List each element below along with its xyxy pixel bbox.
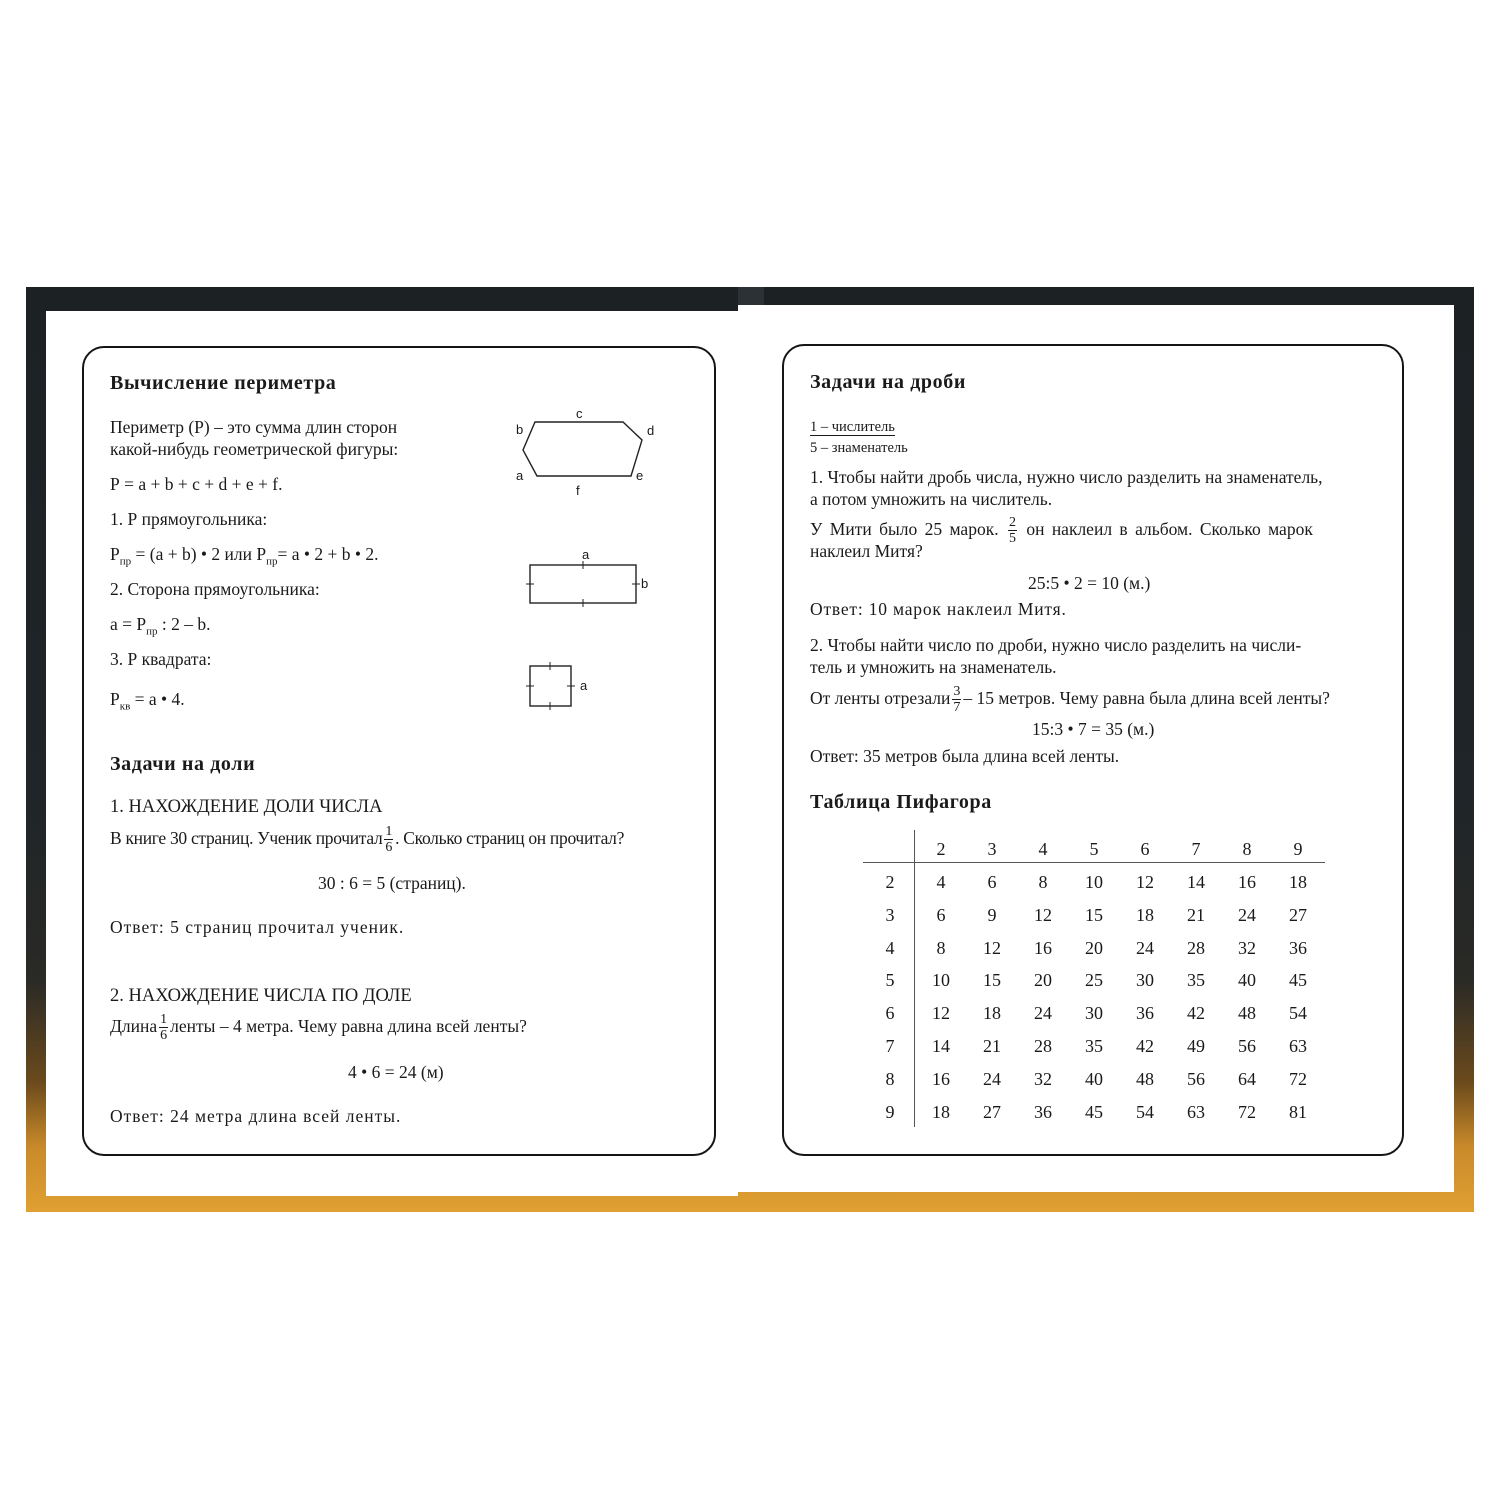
table-cell: 18 (1136, 904, 1154, 925)
table-cell: 24 (983, 1068, 1001, 1089)
fraction-one-sixth: $\frac{1}{6}$ (385, 824, 393, 856)
table-cell: 6 (936, 904, 946, 925)
table-cell: 12 (1034, 904, 1052, 925)
rectangle-perimeter-formula: $Р_{пр} = (а + b)$ • 2 или $Р_{пр}= а$ • 2 + b • 2. (110, 544, 379, 568)
table-cell: 63 (1187, 1101, 1205, 1122)
rule2-calc: 15:3 • 7 = 35 (м.) (1032, 719, 1155, 739)
table-cell: 32 (1034, 1068, 1052, 1089)
table-cell: 56 (1187, 1068, 1205, 1089)
table-cell: 15 (1085, 904, 1103, 925)
rule2-answer: Ответ: 35 метров была длина всей ленты. (810, 746, 1120, 766)
hexagon-label-b: b (516, 422, 524, 437)
table-cell: 54 (1289, 1003, 1307, 1024)
table-cell: 21 (1187, 904, 1205, 925)
hexagon-label-c: c (576, 406, 583, 421)
table-cell: 28 (1187, 937, 1205, 958)
table-cell: 16 (1238, 872, 1256, 892)
table-cell: 25 (1085, 970, 1103, 991)
square-perimeter-formula: $Р_{кв} = а$ • 4. (110, 689, 185, 713)
numerator-note: 1 – числитель (810, 419, 895, 435)
table-cell: 20 (1034, 970, 1052, 991)
table-cell: 14 (1187, 872, 1205, 892)
table-row-header-cell: 5 (885, 970, 895, 991)
rule2-line1: 2. Чтобы найти число по дроби, нужно число разделить на числи- (810, 635, 1302, 655)
table-cell: 16 (1034, 937, 1052, 958)
table-cell: 8 (936, 937, 946, 958)
table-cell: 16 (932, 1068, 950, 1089)
table-cell: 14 (932, 1036, 950, 1056)
rectangle-perimeter-heading: 1. Р прямоугольника: (110, 509, 268, 529)
square-label-a: a (580, 678, 588, 693)
square-perimeter-heading: 3. Р квадрата: (110, 649, 212, 669)
table-cell: 48 (1136, 1068, 1154, 1089)
table-cell: 30 (1085, 1003, 1103, 1024)
share-of-number-calc: 30 : 6 = 5 (страниц). (318, 873, 466, 893)
table-header-cell: 6 (1140, 839, 1150, 859)
table-cell: 32 (1238, 937, 1256, 958)
number-from-share-heading: 2. НАХОЖДЕНИЕ ЧИСЛА ПО ДОЛЕ (110, 986, 412, 1006)
share-of-number-task: В книге 30 страниц. Ученик прочитал $\frac{1}{6}$ . Сколько страниц он прочитал? (110, 824, 625, 856)
table-cell: 18 (932, 1101, 950, 1122)
table-cell: 21 (983, 1036, 1001, 1056)
number-from-share-task: Длина $\frac{1}{6}$ ленты – 4 метра. Чему равна длина всей ленты? (110, 1012, 527, 1044)
table-cell: 42 (1136, 1036, 1154, 1056)
table-cell: 45 (1289, 970, 1307, 991)
table-cell: 8 (1038, 872, 1048, 892)
perimeter-definition-1: Периметр (Р) – это сумма длин сторон (110, 417, 398, 437)
table-cell: 54 (1136, 1101, 1154, 1122)
perimeter-formula: Р = а + b + c + d + e + f. (110, 474, 283, 494)
table-cell: 48 (1238, 1003, 1256, 1024)
table-header-rule (863, 862, 1325, 863)
table-cell: 24 (1034, 1003, 1052, 1024)
table-header-cell: 8 (1242, 839, 1252, 859)
table-row-header-cell: 9 (885, 1101, 895, 1122)
table-cell: 40 (1238, 970, 1256, 991)
table-cell: 45 (1085, 1101, 1103, 1122)
table-cell: 27 (1289, 904, 1307, 925)
table-row-header-cell: 7 (885, 1036, 895, 1056)
table-cell: 36 (1289, 937, 1307, 958)
rule1-calc: 25:5 • 2 = 10 (м.) (1028, 573, 1151, 593)
table-cell: 72 (1238, 1101, 1256, 1122)
table-cell: 10 (1085, 872, 1103, 892)
perimeter-definition-2: какой-нибудь геометрической фигуры: (110, 439, 399, 459)
square-figure (525, 661, 580, 711)
table-cell: 12 (983, 937, 1001, 958)
table-cell: 35 (1187, 970, 1205, 991)
rectangle-side-formula: $а = Р_{пр}$ : 2 – b. (110, 614, 211, 638)
table-row-header-cell: 6 (885, 1003, 895, 1024)
table-cell: 81 (1289, 1101, 1307, 1122)
table-cell: 56 (1238, 1036, 1256, 1056)
share-of-number-heading: 1. НАХОЖДЕНИЕ ДОЛИ ЧИСЛА (110, 797, 383, 817)
table-cell: 15 (983, 970, 1001, 991)
number-from-share-calc: 4 • 6 = 24 (м) (348, 1062, 444, 1082)
perimeter-title: Вычисление периметра (110, 372, 337, 394)
rule2-line2: тель и умножить на знаменатель. (810, 657, 1057, 677)
fraction-two-fifths: $\frac{2}{5}$ (1008, 515, 1016, 547)
table-cell: 12 (1136, 872, 1154, 892)
rectangle-side-heading: 2. Сторона прямоугольника: (110, 579, 320, 599)
hexagon-label-f: f (576, 483, 580, 498)
table-cell: 72 (1289, 1068, 1307, 1089)
table-cell: 18 (983, 1003, 1001, 1024)
rule1-task-cont: наклеил Митя? (810, 541, 923, 561)
hexagon-label-e: e (636, 468, 644, 483)
rule2-task: От ленты отрезали $\frac{3}{7}$ – 15 метров. Чему равна была длина всей ленты? (810, 684, 1330, 716)
table-cell: 64 (1238, 1068, 1256, 1089)
share-of-number-answer: Ответ: 5 страниц прочитал ученик. (110, 917, 405, 937)
table-header-cell: 4 (1038, 839, 1048, 859)
table-header-cell: 2 (936, 839, 946, 859)
table-cell: 49 (1187, 1036, 1205, 1056)
number-from-share-answer: Ответ: 24 метра длина всей ленты. (110, 1106, 402, 1126)
table-cell: 42 (1187, 1003, 1205, 1024)
table-row-header-cell: 8 (885, 1068, 895, 1089)
table-header-cell: 7 (1191, 839, 1201, 859)
table-row-header-cell: 3 (885, 904, 895, 925)
hexagon-figure (505, 400, 665, 500)
table-row-header-cell: 4 (885, 937, 895, 958)
table-cell: 10 (932, 970, 950, 991)
shares-title: Задачи на доли (110, 753, 256, 775)
fractions-title: Задачи на дроби (810, 371, 966, 393)
fraction-one-sixth-2: $\frac{1}{6}$ (160, 1012, 168, 1044)
table-cell: 18 (1289, 872, 1307, 892)
rule1-line2: а потом умножить на числитель. (810, 489, 1053, 509)
table-cell: 24 (1136, 937, 1154, 958)
table-cell: 27 (983, 1101, 1001, 1122)
table-header-cell: 3 (987, 839, 997, 859)
table-cell: 28 (1034, 1036, 1052, 1056)
table-cell: 9 (987, 904, 997, 925)
pythagoras-title: Таблица Пифагора (810, 791, 992, 813)
hexagon-label-d: d (647, 423, 655, 438)
table-header-cell: 9 (1293, 839, 1303, 859)
table-cell: 36 (1034, 1101, 1052, 1122)
rule1-line1: 1. Чтобы найти дробь числа, нужно число разделить на знаменатель, (810, 467, 1323, 487)
table-cell: 12 (932, 1003, 950, 1024)
table-header-cell: 5 (1089, 839, 1099, 859)
hexagon-label-a: a (516, 468, 524, 483)
table-cell: 30 (1136, 970, 1154, 991)
rectangle-label-a: a (582, 547, 590, 562)
rectangle-label-b: b (641, 576, 649, 591)
table-cell: 36 (1136, 1003, 1154, 1024)
denominator-note: 5 – знаменатель (810, 440, 908, 456)
table-cell: 40 (1085, 1068, 1103, 1089)
table-cell: 20 (1085, 937, 1103, 958)
table-row-header-cell: 2 (885, 872, 895, 892)
table-column-rule (914, 830, 915, 1127)
table-cell: 4 (936, 872, 946, 892)
table-cell: 63 (1289, 1036, 1307, 1056)
rule1-answer: Ответ: 10 марок наклеил Митя. (810, 599, 1067, 619)
table-cell: 35 (1085, 1036, 1103, 1056)
rectangle-figure (525, 560, 645, 610)
fraction-three-sevenths: $\frac{3}{7}$ (953, 684, 961, 716)
rule1-task: У Мити было 25 марок. $\frac{2}{5}$ он наклеил в альбом. Сколько марок (810, 515, 1313, 547)
table-cell: 6 (987, 872, 997, 892)
table-cell: 24 (1238, 904, 1256, 925)
